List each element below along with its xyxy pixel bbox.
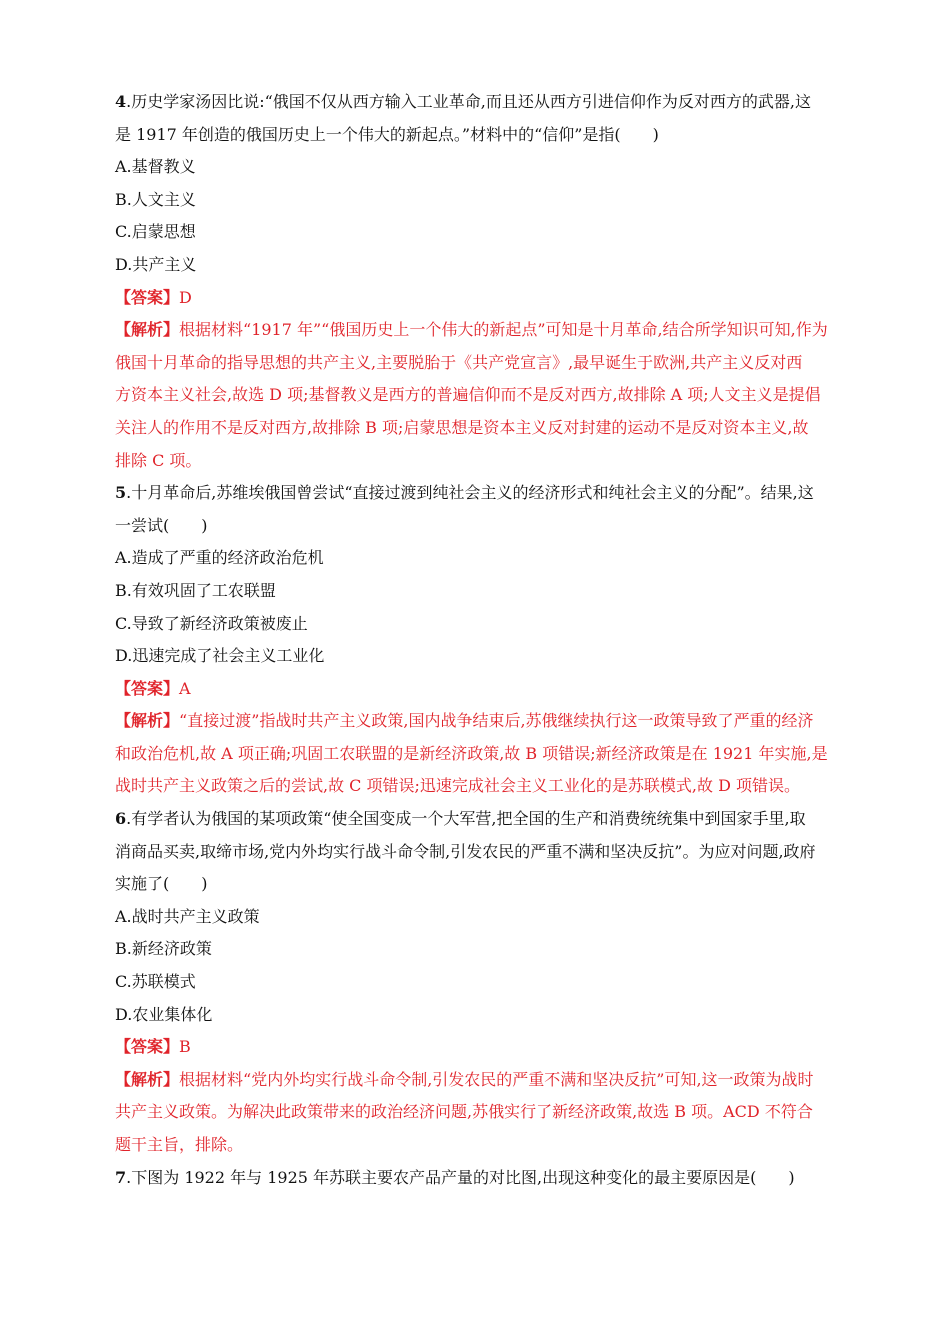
analysis-line: 共产主义政策。为解决此政策带来的政治经济问题,苏俄实行了新经济政策,故选 B 项。ACD 不符合 [115,1102,813,1122]
analysis-line: 【解析】根据材料“党内外均实行战斗命令制,引发农民的严重不满和坚决反抗”可知,这一政策为战时 [115,1069,814,1089]
analysis-tag: 【解析】 [115,711,180,731]
option-d: D.共产主义 [115,254,197,274]
question-number: 5 [115,483,127,503]
option-b: B.新经济政策 [115,939,212,959]
option-a: A.基督教义 [115,157,196,177]
question-list [115,86,840,1194]
analysis-line: 【解析】“直接过渡”指战时共产主义政策,国内战争结束后,苏俄继续执行这一政策导致了严重的经济 [115,711,814,731]
analysis-line: 排除 C 项。 [115,450,202,470]
option-a: A.战时共产主义政策 [115,906,260,926]
question-number: 4 [115,92,127,111]
question-number: 6 [115,809,127,829]
answer-value: A [179,678,191,698]
question-stem-line: 6.有学者认为俄国的某项政策“使全国变成一个大军营,把全国的生产和消费统统集中到国家手里,取 [115,809,806,829]
question-stem-line: 7.下图为 1922 年与 1925 年苏联主要农产品产量的对比图,出现这种变化的最主要原因是( ) [115,1167,795,1187]
analysis-line: 关注人的作用不是反对西方,故排除 B 项;启蒙思想是资本主义反对封建的运动不是反对资本主义,故 [115,417,809,437]
question-stem-line: 一尝试( ) [115,515,208,535]
answer-line [115,282,840,315]
option-d: D.农业集体化 [115,1004,213,1024]
analysis-line: 俄国十月革命的指导思想的共产主义,主要脱胎于《共产党宣言》,最早诞生于欧洲,共产主义反对西 [115,352,803,372]
analysis-line: 题干主旨，排除。 [115,1135,244,1154]
answer-tag: 【答案】 [115,287,180,307]
question-stem-line: 是 1917 年创造的俄国历史上一个伟大的新起点。”材料中的“信仰”是指( ) [115,124,659,144]
question-4 [115,86,840,477]
analysis-tag: 【解析】 [115,1069,180,1089]
answer-line [115,1031,840,1064]
answer-line [115,673,840,706]
question-7 [115,1162,840,1195]
analysis-line: 和政治危机,故 A 项正确;巩固工农联盟的是新经济政策,故 B 项错误;新经济政策是在 1921 年实施,是 [115,743,828,763]
analysis-line: 战时共产主义政策之后的尝试,故 C 项错误;迅速完成社会主义工业化的是苏联模式,故 D 项错误。 [115,776,800,796]
question-stem-line: 4.历史学家汤因比说:“俄国不仅从西方输入工业革命,而且还从西方引进信仰作为反对西方的武器,这 [115,92,811,111]
question-stem-line: 5.十月革命后,苏维埃俄国曾尝试“直接过渡到纯社会主义的经济形式和纯社会主义的分配”。结果,这 [115,483,814,503]
analysis-line: 方资本主义社会,故选 D 项;基督教义是西方的普遍信仰而不是反对西方,故排除 A 项;人文主义是提倡 [115,385,821,405]
answer-value: B [179,1037,191,1057]
option-a: A.造成了严重的经济政治危机 [115,548,324,568]
question-5 [115,477,840,803]
analysis-tag: 【解析】 [115,320,180,340]
answer-value: D [179,287,192,307]
question-6 [115,803,840,1162]
question-stem-line: 实施了( ) [115,874,208,894]
option-d: D.迅速完成了社会主义工业化 [115,646,325,666]
analysis-line: 【解析】根据材料“1917 年”“俄国历史上一个伟大的新起点”可知是十月革命,结合所学知识可知,作为 [115,320,828,340]
option-b: B.人文主义 [115,189,196,209]
option-c: C.导致了新经济政策被废止 [115,613,308,633]
option-b: B.有效巩固了工农联盟 [115,580,276,600]
option-c: C.苏联模式 [115,972,196,992]
question-stem-line: 消商品买卖,取缔市场,党内外均实行战斗命令制,引发农民的严重不满和坚决反抗”。为应对问题,政府 [115,841,816,861]
answer-tag: 【答案】 [115,1037,180,1057]
question-number: 7 [115,1167,127,1187]
option-c: C.启蒙思想 [115,222,196,242]
answer-tag: 【答案】 [115,678,180,698]
